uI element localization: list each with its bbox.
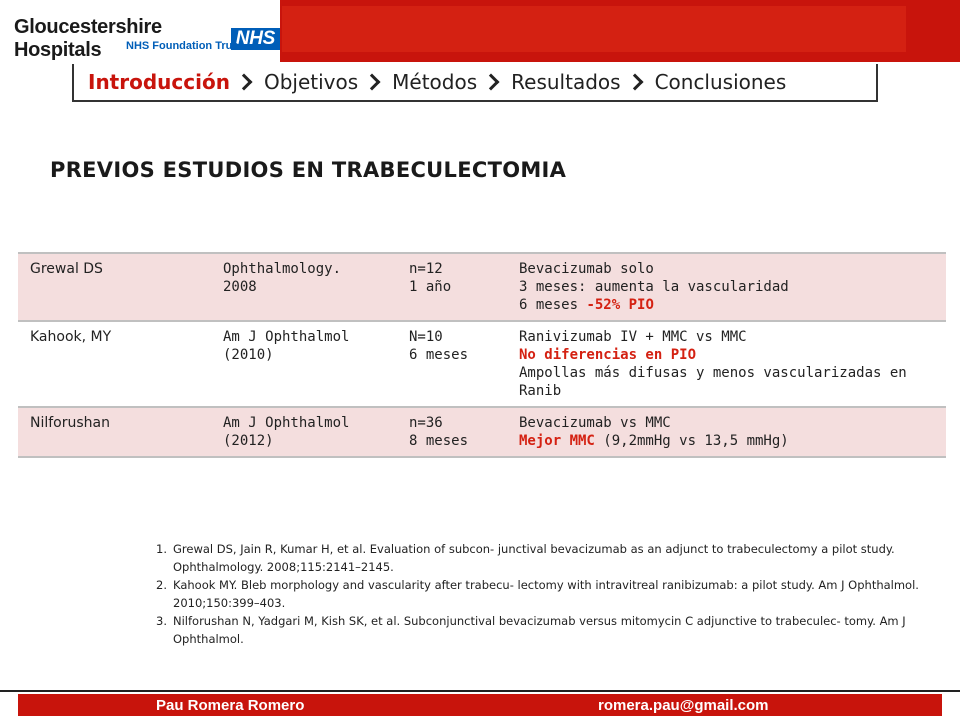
reference-number: 3.: [156, 614, 167, 628]
chevron-right-icon: [235, 74, 252, 91]
journal-cell-line: Am J Ophthalmol: [223, 329, 350, 345]
finding-line: [519, 432, 946, 450]
journal-cell-line: Ophthalmology.: [223, 261, 342, 277]
author-cell: Grewal DS: [30, 261, 103, 277]
header-red-panel: [282, 6, 906, 52]
author-name: Pau Romera Romero: [156, 696, 305, 714]
finding-text: Bevacizumab vs MMC: [519, 415, 671, 431]
sample-cell-line: 8 meses: [409, 433, 469, 449]
journal-cell: [223, 414, 409, 450]
finding-text: 3 meses: aumenta la vascularidad: [519, 279, 789, 295]
finding-text: Bevacizumab solo: [519, 261, 654, 277]
finding-text: 6 meses: [519, 297, 587, 313]
sample-cell: [409, 328, 519, 400]
footer-bar: [18, 694, 942, 716]
nav-item-conclusiones[interactable]: Conclusiones: [654, 70, 787, 94]
highlighted-finding: No diferencias en PIO: [519, 347, 697, 363]
hospital-logo: [0, 0, 280, 62]
highlighted-finding: Mejor MMC: [519, 433, 595, 449]
reference-item: [156, 540, 936, 576]
sample-cell-line: n=36: [409, 415, 443, 431]
finding-line: [519, 328, 946, 346]
finding-line: [519, 346, 946, 364]
finding-line: [519, 364, 946, 400]
table-row: [18, 408, 946, 458]
nav-item-metodos[interactable]: Métodos: [392, 70, 478, 94]
finding-line: [519, 260, 946, 278]
author-cell: Nilforushan: [30, 415, 110, 431]
findings-cell: [519, 414, 946, 450]
sample-cell-line: 1 año: [409, 279, 452, 295]
table-row: [18, 252, 946, 322]
journal-cell-line: (2012): [223, 433, 274, 449]
nav-item-introduccion[interactable]: Introducción: [88, 70, 230, 94]
sample-cell-line: 6 meses: [409, 347, 469, 363]
table-row: [18, 322, 946, 408]
reference-item: [156, 612, 936, 648]
nhs-logo-badge: NHS: [231, 28, 280, 50]
chevron-right-icon: [626, 74, 643, 91]
journal-cell-line: (2010): [223, 347, 274, 363]
finding-line: [519, 296, 946, 314]
chevron-right-icon: [483, 74, 500, 91]
finding-line: [519, 278, 946, 296]
finding-text: (9,2mmHg vs 13,5 mmHg): [594, 433, 789, 449]
reference-item: [156, 576, 936, 612]
findings-cell: [519, 328, 946, 400]
org-name: Gloucestershire Hospitals: [14, 16, 162, 61]
author-email: romera.pau@gmail.com: [598, 696, 769, 714]
references-list: [156, 540, 936, 648]
reference-number: 1.: [156, 542, 167, 556]
section-navigation: [72, 64, 878, 102]
sample-cell: [409, 260, 519, 314]
journal-cell-line: 2008: [223, 279, 257, 295]
sample-cell: [409, 414, 519, 450]
journal-cell: [223, 260, 409, 314]
finding-line: [519, 414, 946, 432]
trust-name: NHS Foundation Trust: [126, 40, 243, 52]
journal-cell: [223, 328, 409, 400]
chevron-right-icon: [364, 74, 381, 91]
reference-text: Nilforushan N, Yadgari M, Kish SK, et al. Subconjunctival bevacizumab versus mitomycin C adjunctive to trabeculec- tomy. Am J Ophthalmol.: [173, 614, 906, 646]
studies-table: [18, 252, 946, 458]
header: [0, 0, 960, 62]
slide-title: PREVIOS ESTUDIOS EN TRABECULECTOMIA: [50, 158, 567, 182]
findings-cell: [519, 260, 946, 314]
finding-text: Ampollas más difusas y menos vascularizadas en Ranib: [519, 365, 907, 399]
reference-text: Grewal DS, Jain R, Kumar H, et al. Evaluation of subcon- junctival bevacizumab as an adjunct to trabeculectomy a pilot study. Ophthalmology. 2008;115:2141–2145.: [173, 542, 895, 574]
reference-number: 2.: [156, 578, 167, 592]
sample-cell-line: n=12: [409, 261, 443, 277]
nav-item-resultados[interactable]: Resultados: [511, 70, 621, 94]
reference-text: Kahook MY. Bleb morphology and vascularity after trabecu- lectomy with intravitreal ranibizumab: a pilot study. Am J Ophthalmol. 2010;150:399–403.: [173, 578, 919, 610]
nav-item-objetivos[interactable]: Objetivos: [263, 70, 359, 94]
highlighted-finding: -52% PIO: [586, 297, 654, 313]
footer-divider: [0, 690, 960, 692]
author-cell: Kahook, MY: [30, 329, 112, 345]
journal-cell-line: Am J Ophthalmol: [223, 415, 350, 431]
sample-cell-line: N=10: [409, 329, 443, 345]
finding-text: Ranivizumab IV + MMC vs MMC: [519, 329, 747, 345]
